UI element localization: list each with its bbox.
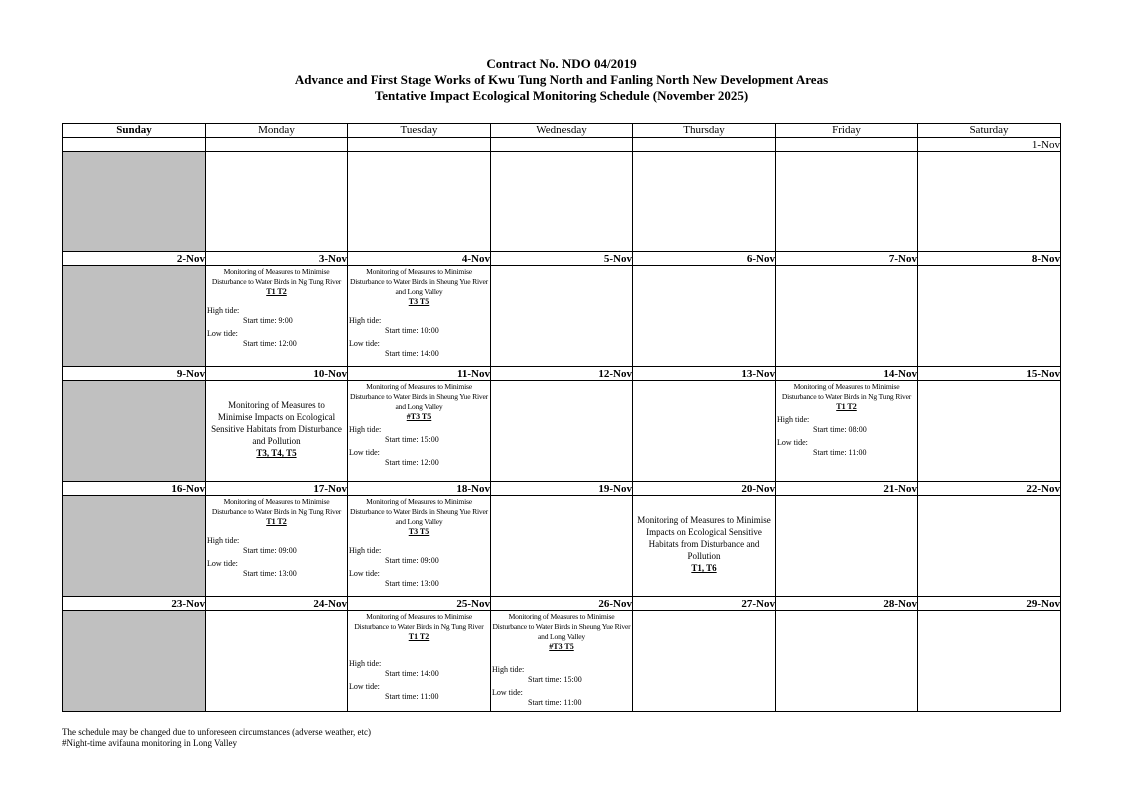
event-transects: #T3 T5 [406,412,432,421]
monitoring-event [491,611,632,709]
high-tide-label: High tide: [349,425,382,434]
day-cell [348,152,491,252]
date-cell: 10-Nov [206,367,348,381]
low-tide-label: Low tide: [349,682,380,691]
schedule-note: The schedule may be changed due to unforeseen circumstances (adverse weather, etc) [62,727,371,737]
document-header [0,56,1123,104]
event-title: Monitoring of Measures to Minimise Disturbance to Water Birds in Sheung Yue River and Long Valley [349,382,489,411]
day-cell [776,266,918,367]
low-tide-time: Start time: 11:00 [385,692,439,701]
date-cell: 8-Nov [918,252,1061,266]
day-cell [206,611,348,712]
day-cell [348,496,491,597]
activity-row [63,266,1061,367]
high-tide-label: High tide: [777,415,810,424]
high-tide-time: Start time: 09:00 [243,546,297,555]
day-cell [776,152,918,252]
sunday-cell [63,381,206,482]
weekday-header-row [63,124,1061,138]
footnotes [62,727,371,749]
event-transects: T3 T5 [408,527,430,536]
event-title: Monitoring of Measures to Minimise Disturbance to Water Birds in Ng Tung River [781,382,912,401]
event-title: Monitoring of Measures to Minimise Disturbance to Water Birds in Sheung Yue River and Long Valley [349,497,489,526]
weekday-header: Tuesday [348,124,491,138]
event-transects: T3 T5 [408,297,430,306]
day-cell [776,496,918,597]
low-tide-label: Low tide: [492,688,523,697]
event-transects: T1 T2 [266,517,287,526]
monitoring-event [206,266,347,350]
event-transects: T1 T2 [408,632,430,641]
date-cell [63,138,206,152]
weekday-header: Wednesday [491,124,633,138]
date-cell [206,138,348,152]
date-cell: 23-Nov [63,597,206,611]
event-title: Monitoring of Measures to Minimise Disturbance to Water Birds in Ng Tung River [211,497,342,516]
schedule-title: Tentative Impact Ecological Monitoring Schedule (November 2025) [374,88,749,103]
date-cell: 15-Nov [918,367,1061,381]
date-cell: 1-Nov [918,138,1061,152]
high-tide-label: High tide: [207,306,240,315]
day-cell [206,496,348,597]
date-cell: 24-Nov [206,597,348,611]
event-title: Monitoring of Measures to Minimise Disturbance to Water Birds in Ng Tung River [354,612,484,631]
date-cell: 22-Nov [918,482,1061,496]
day-cell [491,496,633,597]
event-title: Monitoring of Measures to Minimise Impacts on Ecological Sensitive Habitats from Disturbance and Pollution [211,400,342,446]
day-cell [491,266,633,367]
high-tide-time: Start time: 15:00 [385,435,439,444]
date-cell: 13-Nov [633,367,776,381]
sunday-cell [63,611,206,712]
day-cell [206,152,348,252]
day-cell [348,611,491,712]
high-tide-label: High tide: [349,659,382,668]
day-cell [918,266,1061,367]
sunday-cell [63,266,206,367]
date-cell: 17-Nov [206,482,348,496]
date-cell [491,138,633,152]
monitoring-event [348,611,490,703]
date-cell: 3-Nov [206,252,348,266]
contract-number: Contract No. NDO 04/2019 [486,56,637,71]
activity-row [63,152,1061,252]
low-tide-label: Low tide: [207,559,238,568]
high-tide-label: High tide: [349,546,382,555]
monitoring-event [348,266,490,360]
calendar-table [62,123,1061,712]
activity-row [63,381,1061,482]
low-tide-label: Low tide: [207,329,238,338]
night-monitoring-note: #Night-time avifauna monitoring in Long Valley [62,738,238,748]
day-cell [348,266,491,367]
day-cell [776,381,918,482]
event-title: Monitoring of Measures to Minimise Disturbance to Water Birds in Ng Tung River [211,267,342,286]
date-cell: 11-Nov [348,367,491,381]
date-cell [633,138,776,152]
low-tide-label: Low tide: [349,569,380,578]
day-cell [491,611,633,712]
date-cell: 29-Nov [918,597,1061,611]
day-cell [918,611,1061,712]
day-cell [206,266,348,367]
date-cell: 9-Nov [63,367,206,381]
date-row [63,252,1061,266]
day-cell [491,152,633,252]
date-cell: 26-Nov [491,597,633,611]
day-cell [633,381,776,482]
low-tide-time: Start time: 12:00 [243,339,297,348]
day-cell [776,611,918,712]
high-tide-time: Start time: 10:00 [385,326,439,335]
day-cell [918,381,1061,482]
sunday-cell [63,152,206,252]
high-tide-time: Start time: 09:00 [385,556,439,565]
low-tide-time: Start time: 11:00 [528,698,582,707]
monitoring-event [348,381,490,469]
event-transects: #T3 T5 [549,642,574,651]
high-tide-time: Start time: 08:00 [813,425,867,434]
date-cell: 12-Nov [491,367,633,381]
date-cell [348,138,491,152]
high-tide-label: High tide: [349,316,382,325]
weekday-header: Monday [206,124,348,138]
monitoring-event [633,496,775,574]
monitoring-event [206,496,347,580]
date-row [63,597,1061,611]
day-cell [918,152,1061,252]
date-cell: 18-Nov [348,482,491,496]
low-tide-time: Start time: 12:00 [385,458,439,467]
date-row [63,367,1061,381]
day-cell [633,266,776,367]
date-cell: 27-Nov [633,597,776,611]
weekday-header: Thursday [633,124,776,138]
low-tide-label: Low tide: [349,448,380,457]
event-title: Monitoring of Measures to Minimise Disturbance to Water Birds in Sheung Yue River and Long Valley [349,267,489,296]
date-cell: 20-Nov [633,482,776,496]
event-title: Monitoring of Measures to Minimise Impacts on Ecological Sensitive Habitats from Disturbance and Pollution [637,515,771,561]
event-title: Monitoring of Measures to Minimise Disturbance to Water Birds in Sheung Yue River and Long Valley [492,612,631,641]
day-cell [918,496,1061,597]
high-tide-time: Start time: 9:00 [243,316,293,325]
low-tide-time: Start time: 13:00 [243,569,297,578]
event-transects: T1, T6 [691,563,717,573]
date-cell: 4-Nov [348,252,491,266]
monitoring-event [348,496,490,590]
weekday-header: Sunday [63,124,206,138]
date-cell: 16-Nov [63,482,206,496]
day-cell [348,381,491,482]
activity-row [63,611,1061,712]
date-row [63,138,1061,152]
low-tide-label: Low tide: [349,339,380,348]
date-cell: 25-Nov [348,597,491,611]
project-title: Advance and First Stage Works of Kwu Tung North and Fanling North New Development Areas [294,72,829,87]
low-tide-time: Start time: 13:00 [385,579,439,588]
sunday-cell [63,496,206,597]
weekday-header: Friday [776,124,918,138]
event-transects: T1 T2 [266,287,287,296]
monitoring-event [206,381,347,459]
day-cell [633,611,776,712]
low-tide-time: Start time: 11:00 [813,448,867,457]
day-cell [633,152,776,252]
date-cell: 7-Nov [776,252,918,266]
low-tide-time: Start time: 14:00 [385,349,439,358]
event-transects: T3, T4, T5 [256,448,297,458]
day-cell [206,381,348,482]
high-tide-label: High tide: [207,536,240,545]
monitoring-event [776,381,917,459]
high-tide-time: Start time: 14:00 [385,669,439,678]
event-transects: T1 T2 [836,402,857,411]
high-tide-time: Start time: 15:00 [528,675,582,684]
date-cell: 2-Nov [63,252,206,266]
date-cell: 5-Nov [491,252,633,266]
date-cell: 19-Nov [491,482,633,496]
high-tide-label: High tide: [492,665,525,674]
date-cell: 21-Nov [776,482,918,496]
date-row [63,482,1061,496]
day-cell [491,381,633,482]
date-cell: 6-Nov [633,252,776,266]
weekday-header: Saturday [918,124,1061,138]
low-tide-label: Low tide: [777,438,808,447]
day-cell [633,496,776,597]
date-cell: 28-Nov [776,597,918,611]
date-cell: 14-Nov [776,367,918,381]
date-cell [776,138,918,152]
activity-row [63,496,1061,597]
